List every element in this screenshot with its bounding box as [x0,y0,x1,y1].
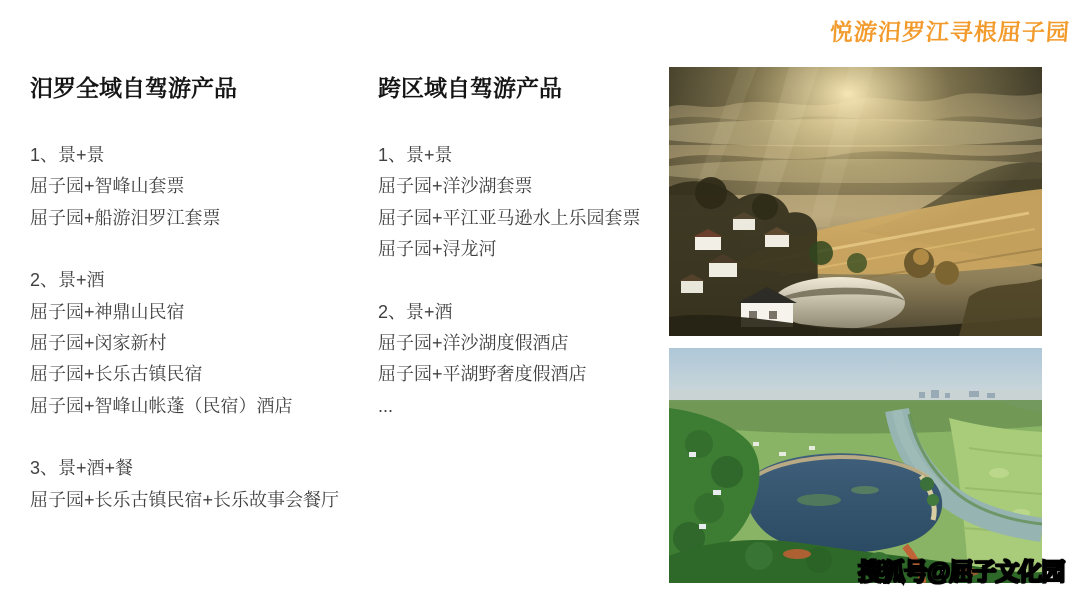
group-heading: 2、景+酒 [378,301,453,322]
product-group-3 [30,453,375,516]
product-item: 屈子园+智峰山帐蓬（民宿）酒店 [30,395,293,416]
product-item: 屈子园+长乐古镇民宿+长乐故事会餐厅 [30,489,340,510]
column-title-cross-region: 跨区域自驾游产品 [378,75,562,101]
group-heading: 3、景+酒+餐 [30,458,134,479]
group-heading: 2、景+酒 [30,270,105,291]
column-title-miluo: 汨罗全域自驾游产品 [30,75,237,101]
misty-village-sunrise-photo [669,67,1042,336]
brand-logo-text: 悦游汨罗江寻根屈子园 [828,19,1071,45]
river-lake-aerial-photo [669,348,1042,583]
product-item: 屈子园+智峰山套票 [30,176,185,197]
sohu-watermark: 搜狐号@屈子文化园 [858,559,1065,586]
ellipsis-item: ... [378,395,394,416]
group-heading: 1、景+景 [30,145,105,165]
column-miluo-products [30,75,375,516]
product-item: 屈子园+神鼎山民宿 [30,301,185,322]
river-lake-illustration [669,348,1042,583]
product-group-2 [30,265,375,422]
product-item: 屈子园+洋沙湖度假酒店 [378,333,569,354]
product-item: 屈子园+长乐古镇民宿 [30,364,203,385]
product-group-1 [378,140,663,266]
product-item: 屈子园+船游汨罗江套票 [30,207,221,228]
group-heading: 1、景+景 [378,145,453,165]
product-item: 屈子园+平湖野奢度假酒店 [378,364,587,385]
product-item: 屈子园+闵家新村 [30,333,167,354]
product-item: 屈子园+平江亚马逊水上乐园套票 [378,207,641,228]
product-group-1 [30,140,375,234]
product-item: 屈子园+洋沙湖套票 [378,176,533,197]
column-cross-region-products [378,75,663,422]
misty-village-illustration [669,67,1042,336]
product-item: 屈子园+浔龙河 [378,239,497,260]
product-group-2 [378,297,663,423]
